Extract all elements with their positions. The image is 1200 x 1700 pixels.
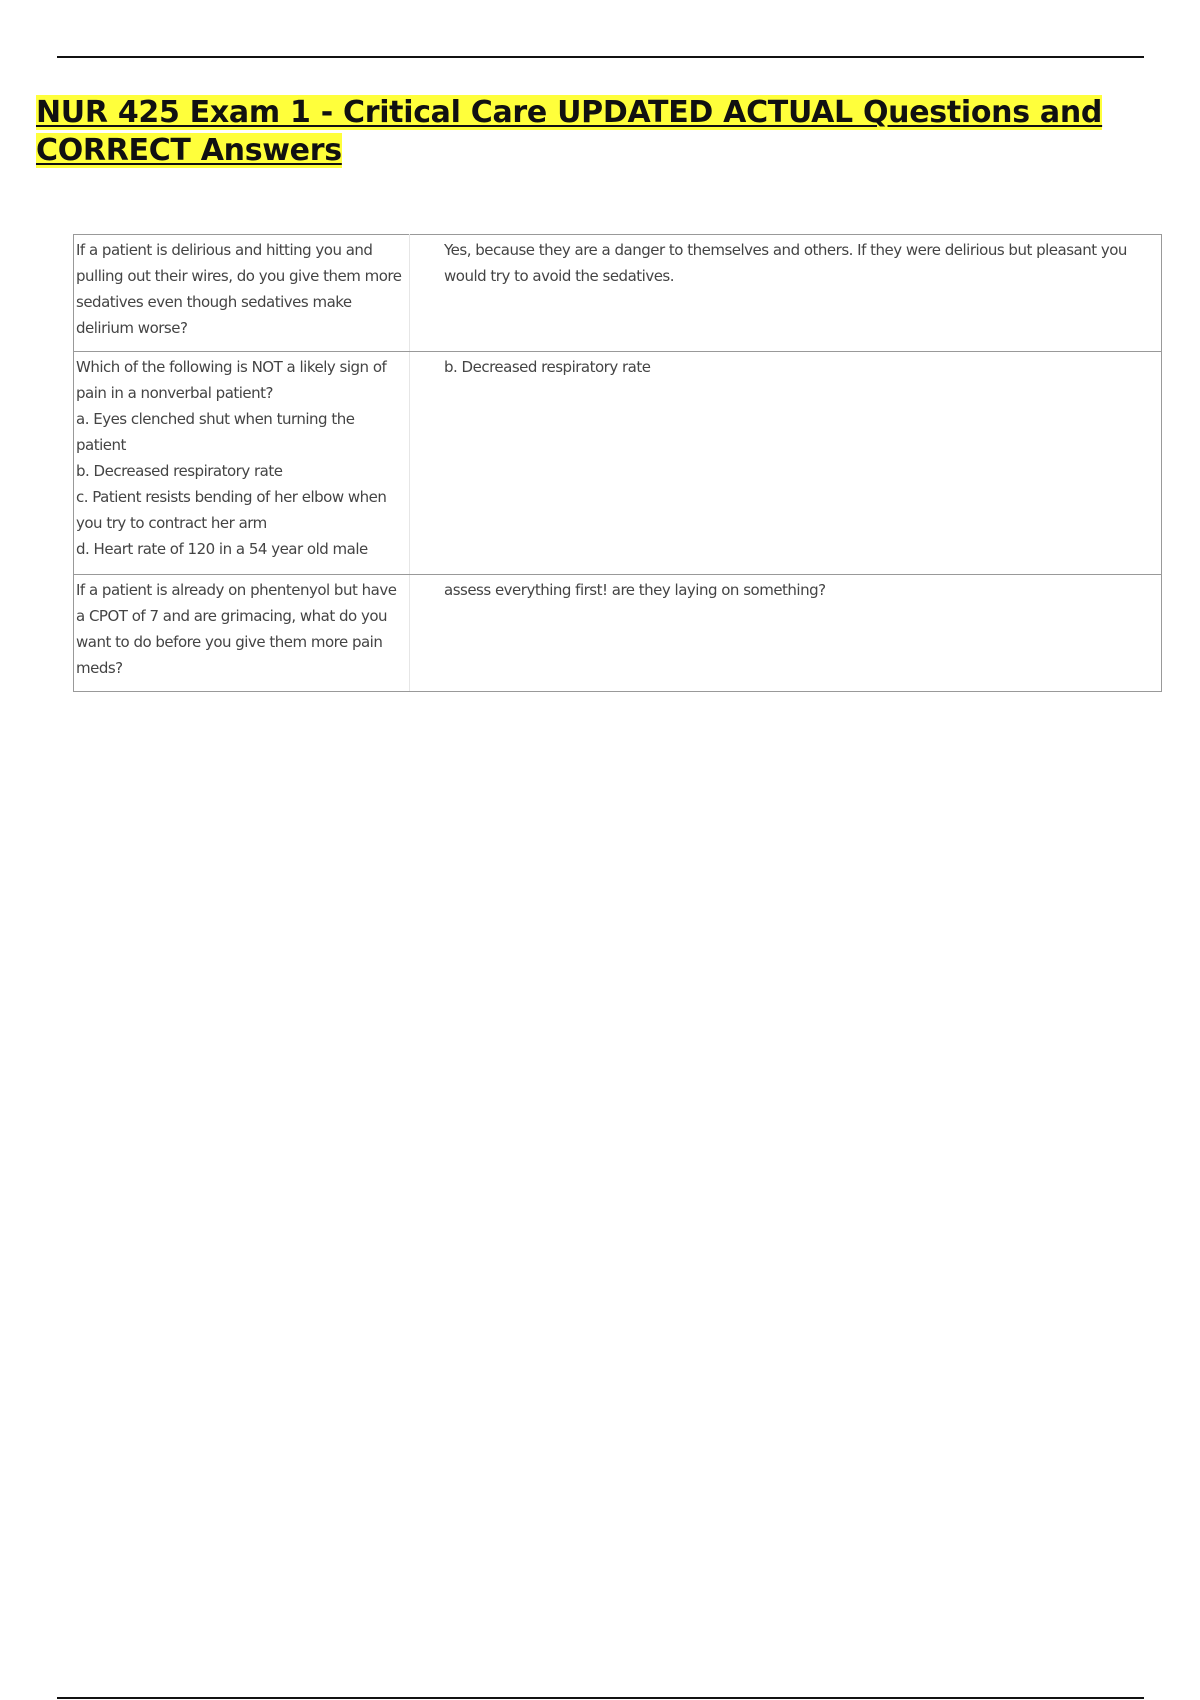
qa-table bbox=[73, 234, 1162, 692]
question-cell: If a patient is already on phentenyol but have a CPOT of 7 and are grimacing, what do you want to do before you give them more pain meds? bbox=[74, 575, 410, 692]
footer-rule bbox=[57, 1697, 1144, 1699]
document-title bbox=[36, 94, 1166, 170]
qa-row bbox=[74, 352, 1162, 575]
qa-row bbox=[74, 575, 1162, 692]
qa-row bbox=[74, 235, 1162, 352]
document-title-text: NUR 425 Exam 1 - Critical Care UPDATED ACTUAL Questions and CORRECT Answers bbox=[36, 95, 1103, 168]
answer-cell: Yes, because they are a danger to themselves and others. If they were delirious but pleasant you would try to avoid the sedatives. bbox=[410, 235, 1162, 352]
answer-cell: assess everything first! are they laying on something? bbox=[410, 575, 1162, 692]
header-rule bbox=[57, 56, 1144, 58]
question-cell: Which of the following is NOT a likely sign of pain in a nonverbal patient? a. Eyes clenched shut when turning the patient b. Decreased respiratory rate c. Patient resists bending of her elbow when you try to contract her arm d. Heart rate of 120 in a 54 year old male bbox=[74, 352, 410, 575]
answer-cell: b. Decreased respiratory rate bbox=[410, 352, 1162, 575]
question-cell: If a patient is delirious and hitting you and pulling out their wires, do you give them more sedatives even though sedatives make delirium worse? bbox=[74, 235, 410, 352]
